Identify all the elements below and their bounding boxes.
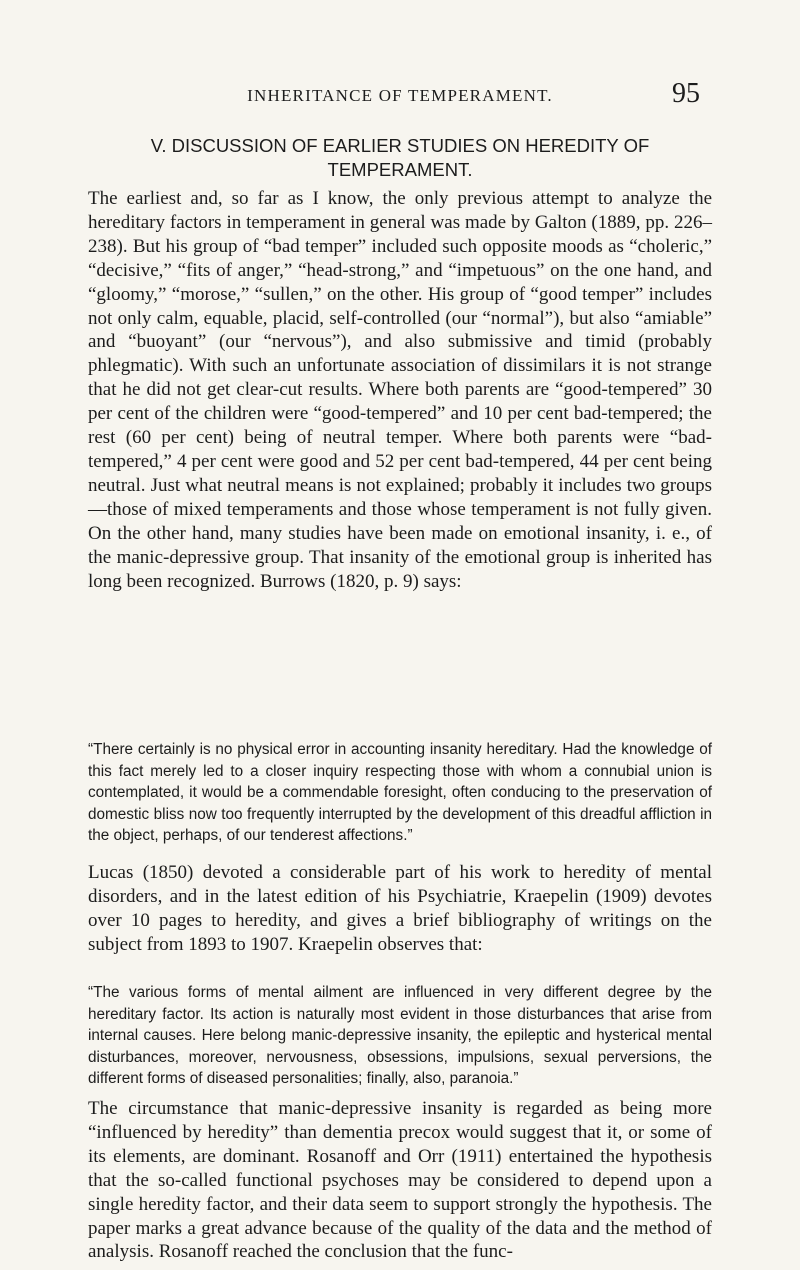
section-heading-line-1: V. DISCUSSION OF EARLIER STUDIES ON HEREDITY OF (150, 135, 650, 156)
section-heading-line-2: TEMPERAMENT. (327, 159, 473, 180)
quote-kraepelin: “The various forms of mental ailment are influenced in very different degree by the hereditary factor. Its action is naturally most evident in those disturbances that arise from internal causes. Here belong manic-depressive insanity, the epileptic and hysterical mental disturbances, moreover, nervousness, obsessions, impulsions, sexual perversions, the different forms of diseased personalities; finally, also, paranoia.” (88, 984, 712, 1088)
paragraph-galton: The earliest and, so far as I know, the only previous attempt to analyze the hereditary factors in temperament in general was made by Galton (1889, pp. 226–238). But his group of “bad temper” included such opposite moods as “choleric,” “decisive,” “fits of anger,” “head-strong,” and “impetuous” on the one hand, and “gloomy,” “morose,” “sullen,” on the other. His group of “good temper” includes not only calm, equable, placid, self-controlled (our “normal”), but also “amiable” and “buoyant” (our “nervous”), and also submissive and timid (probably phlegmatic). With such an unfortunate association of dissimilars it is not strange that he did not get clear-cut results. Where both parents are “good-tempered” 30 per cent of the children were “good-tempered” and 10 per cent bad-tempered; the rest (60 per cent) being of neutral temper. Where both parents were “bad-tempered,” 4 per cent were good and 52 per cent bad-tempered, 44 per cent being neutral. Just what neutral means is not explained; probably it includes two groups—those of mixed temperaments and those whose temperament is not fully given. On the other hand, many studies have been made on emotional insanity, i. e., of the manic-depressive group. That insanity of the emotional group is inherited has long been recognized. Burrows (1820, p. 9) says: (88, 188, 712, 592)
running-head (100, 78, 700, 108)
quote-burrows: “There certainly is no physical error in accounting insanity hereditary. Had the knowledge of this fact merely led to a closer inquiry respecting those with whom a connubial union is contemplated, it would be a commendable foresight, often conducing to the preservation of domestic bliss now too frequently interrupted by the development of this dreadful affliction in the object, perhaps, of our tenderest affections.” (88, 741, 712, 845)
paragraph-rosanoff: The circumstance that manic-depressive insanity is regarded as being more “influenced by heredity” than dementia precox would suggest that it, or some of its elements, are dominant. Rosanoff and Orr (1911) entertained the hypothesis that the so-called functional psychoses may be considered to depend upon a single heredity factor, and their data seem to support strongly the hypothesis. The paper marks a great advance because of the quality of the data and the method of analysis. Rosanoff reached the conclusion that the func- (88, 1098, 712, 1263)
running-title: INHERITANCE OF TEMPERAMENT. (247, 86, 553, 105)
paragraph-lucas-kraepelin: Lucas (1850) devoted a considerable part of his work to heredity of mental disorders, and in the latest edition of his Psychiatrie, Kraepelin (1909) devotes over 10 pages to heredity, and gives a brief bibliography of writings on the subject from 1893 to 1907. Kraepelin observes that: (88, 862, 712, 955)
section-heading (100, 134, 700, 182)
page-number: 95 (672, 78, 700, 109)
